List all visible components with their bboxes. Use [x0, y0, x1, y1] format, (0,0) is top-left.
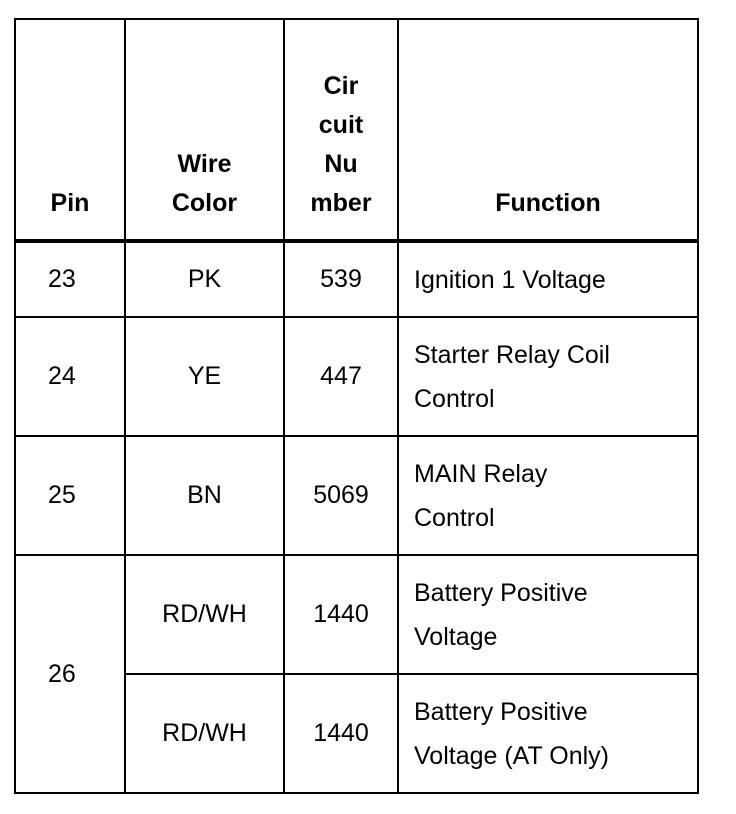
table-row [15, 555, 698, 674]
table-row [15, 317, 698, 436]
function-text: Ignition 1 Voltage [414, 265, 606, 294]
pinout-table [14, 18, 699, 794]
function-text: Control [414, 384, 495, 413]
table-row [15, 241, 698, 317]
circuit-number-cell: 5069 [284, 436, 398, 555]
function-cell [398, 317, 698, 436]
wire-color-cell: RD/WH [125, 674, 284, 793]
wire-color-cell: RD/WH [125, 555, 284, 674]
header-circuit-number-line: Nu [324, 150, 358, 178]
header-function [398, 19, 698, 241]
header-circuit-number [284, 19, 398, 241]
function-text: Control [414, 503, 495, 532]
header-circuit-number-line: Cir [323, 72, 359, 100]
header-pin-line: Pin [50, 189, 90, 217]
wire-color-cell: PK [125, 241, 284, 317]
pin-cell: 24 [15, 317, 125, 436]
pin-cell: 26 [15, 555, 125, 793]
pin-cell: 25 [15, 436, 125, 555]
function-text: Voltage [414, 622, 498, 651]
header-row [15, 19, 698, 241]
function-text: MAIN Relay [414, 459, 548, 488]
header-circuit-number-line: mber [310, 189, 372, 217]
function-cell [398, 241, 698, 317]
function-text: Battery Positive [414, 697, 588, 726]
function-text: Starter Relay Coil [414, 340, 610, 369]
header-function-line: Function [495, 189, 601, 217]
function-cell [398, 436, 698, 555]
circuit-number-cell: 447 [284, 317, 398, 436]
header-pin [15, 19, 125, 241]
table-row [15, 436, 698, 555]
circuit-number-cell: 1440 [284, 555, 398, 674]
header-wire-color-line: Color [171, 189, 238, 217]
wire-color-cell: YE [125, 317, 284, 436]
header-wire-color [125, 19, 284, 241]
function-text: Voltage (AT Only) [414, 741, 609, 770]
header-circuit-number-line: cuit [318, 111, 364, 139]
wire-color-cell: BN [125, 436, 284, 555]
function-text: Battery Positive [414, 578, 588, 607]
function-cell [398, 555, 698, 674]
pin-cell: 23 [15, 241, 125, 317]
header-wire-color-line: Wire [177, 150, 232, 178]
circuit-number-cell: 1440 [284, 674, 398, 793]
circuit-number-cell: 539 [284, 241, 398, 317]
function-cell [398, 674, 698, 793]
